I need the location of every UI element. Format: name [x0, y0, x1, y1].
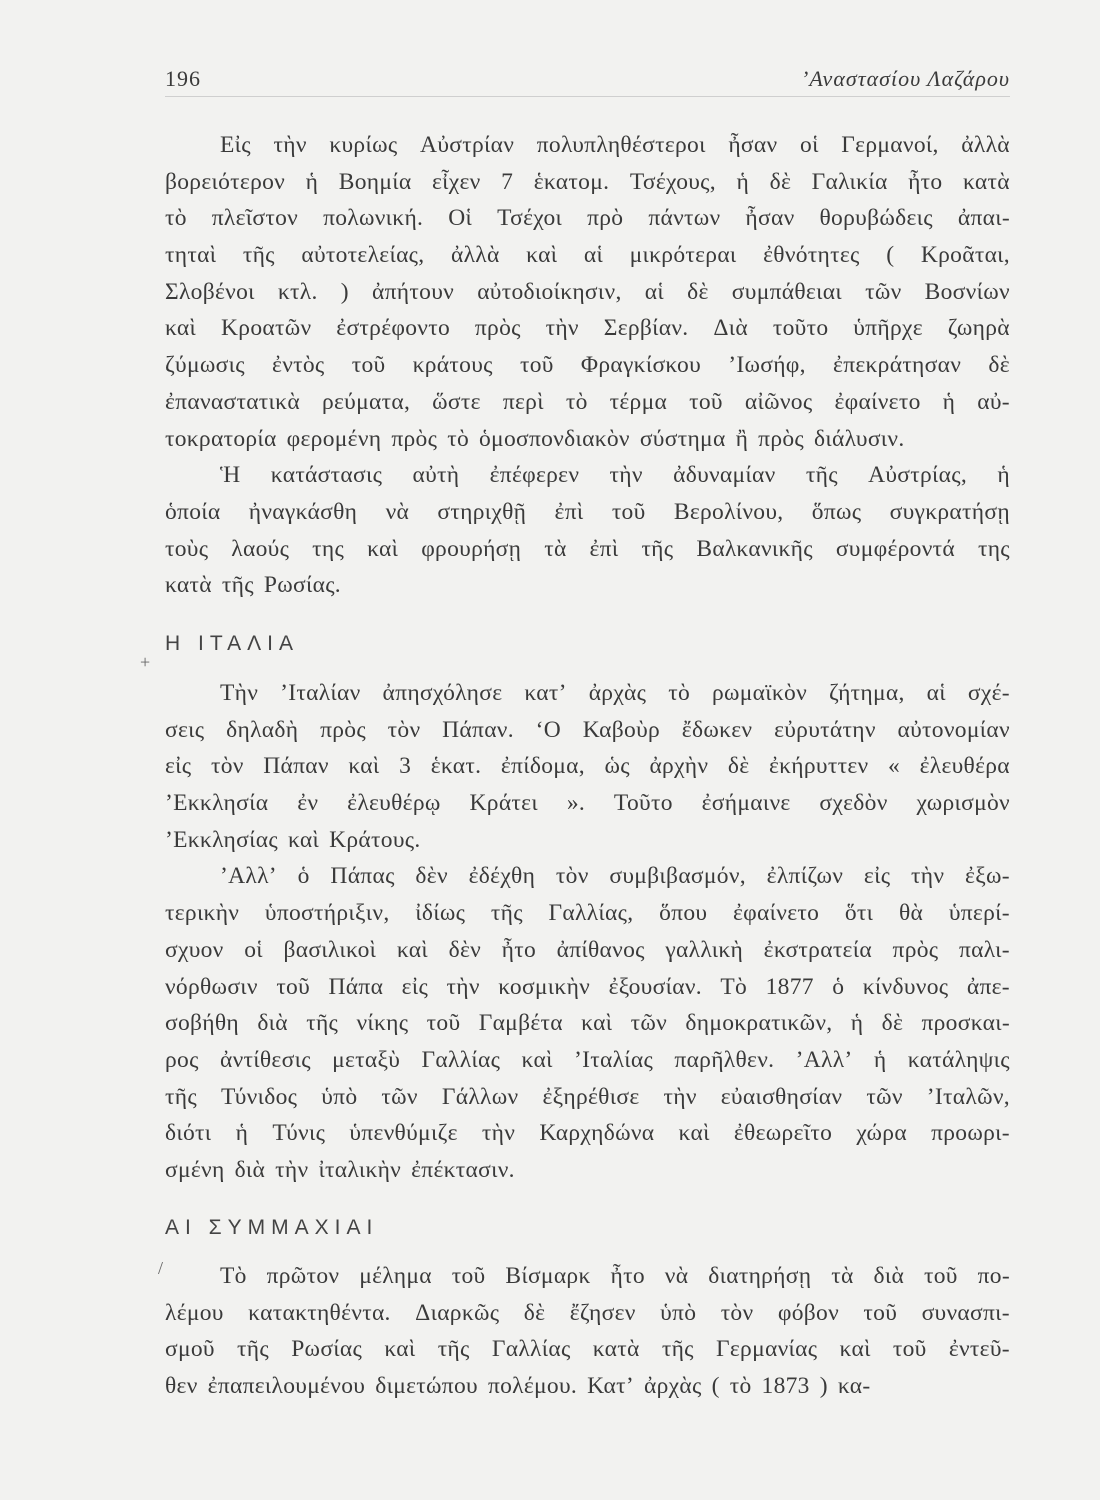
- text-line: σχυον οἱ βασιλικοὶ καὶ δὲν ἦτο ἀπίθανος γαλλικὴ ἐκστρατεία πρὸς παλι-: [165, 936, 1010, 963]
- margin-mark: +: [140, 652, 151, 672]
- paragraph: [165, 457, 1010, 604]
- text-line: ὁποία ἠναγκάσθη νὰ στηριχθῇ ἐπὶ τοῦ Βερολίνου, ὅπως συγκρατήσῃ: [165, 498, 1010, 525]
- paragraph: [165, 675, 1010, 858]
- text-line: ’Εκκλησία ἐν ἐλευθέρῳ Κράτει ». Τοῦτο ἐσήμαινε σχεδὸν χωρισμὸν: [165, 790, 1010, 817]
- running-head: [165, 62, 1010, 97]
- text-line: νόρθωσιν τοῦ Πάπα εἰς τὴν κοσμικὴν ἐξουσίαν. Τὸ 1877 ὁ κίνδυνος ἀπε-: [165, 973, 1010, 1000]
- text-line: ρος ἀντίθεσις μεταξὺ Γαλλίας καὶ ’Ιταλίας παρῆλθεν. ’Αλλ’ ἡ κατάληψις: [165, 1046, 1010, 1073]
- text-line: σοβήθη διὰ τῆς νίκης τοῦ Γαμβέτα καὶ τῶν δημοκρατικῶν, ἡ δὲ προσκαι-: [165, 1010, 1010, 1037]
- text-line: Τὴν ’Ιταλίαν ἀπησχόλησε κατ’ ἀρχὰς τὸ ρωμαϊκὸν ζήτημα, αἱ σχέ-: [220, 680, 1010, 706]
- text-line: σμοῦ τῆς Ρωσίας καὶ τῆς Γαλλίας κατὰ τῆς Γερμανίας καὶ τοῦ ἐντεῦ-: [165, 1336, 1010, 1363]
- text-line: ζύμωσις ἐντὸς τοῦ κράτους τοῦ Φραγκίσκου ’Ιωσήφ, ἐπεκράτησαν δὲ: [165, 352, 1010, 379]
- text-line: λέμου κατακτηθέντα. Διαρκῶς δὲ ἔζησεν ὑπὸ τὸν φόβον τοῦ συνασπι-: [165, 1299, 1010, 1326]
- running-head-author: ’Αναστασίου Λαζάρου: [801, 66, 1010, 91]
- text-line: καὶ Κροατῶν ἐστρέφοντο πρὸς τὴν Σερβίαν. Διὰ τοῦτο ὑπῆρχε ζωηρὰ: [165, 315, 1010, 342]
- text-line: Σλοβένοι κτλ. ) ἀπήτουν αὐτοδιοίκησιν, αἱ δὲ συμπάθειαι τῶν Βοσνίων: [165, 278, 1010, 305]
- paragraph: [165, 1258, 1010, 1405]
- austria-text-block: [165, 127, 1010, 604]
- text-line: ’Αλλ’ ὁ Πάπας δὲν ἐδέχθη τὸν συμβιβασμόν, ἐλπίζων εἰς τὴν ἐξω-: [220, 863, 1010, 890]
- paragraph: [165, 858, 1010, 1188]
- alliances-text-block: [165, 1258, 1010, 1405]
- text-line: Τὸ πρῶτον μέλημα τοῦ Βίσμαρκ ἦτο νὰ διατηρήσῃ τὰ διὰ τοῦ πο-: [220, 1263, 1010, 1289]
- text-line: τηταὶ τῆς αὐτοτελείας, ἀλλὰ καὶ αἱ μικρότεραι ἐθνότητες ( Κροᾶται,: [165, 242, 1010, 269]
- text-line: τοκρατορία φερομένη πρὸς τὸ ὁμοσπονδιακὸν σύστημα ἢ πρὸς διάλυσιν.: [165, 425, 905, 452]
- section-heading-italy: Η ΙΤΑΛΙΑ: [165, 632, 299, 655]
- text-line: ἐπαναστατικὰ ρεύματα, ὥστε περὶ τὸ τέρμα τοῦ αἰῶνος ἐφαίνετο ἡ αὐ-: [165, 388, 1010, 415]
- text-line: κατὰ τῆς Ρωσίας.: [165, 572, 341, 599]
- text-line: Ἡ κατάστασις αὐτὴ ἐπέφερεν τὴν ἀδυναμίαν τῆς Αὐστρίας, ἡ: [220, 462, 1010, 489]
- italy-text-block: [165, 675, 1010, 1189]
- text-line: σμένη διὰ τὴν ἰταλικὴν ἐπέκτασιν.: [165, 1156, 515, 1183]
- margin-mark: /: [158, 1258, 164, 1278]
- paragraph: [165, 127, 1010, 457]
- text-line: τὸ πλεῖστον πολωνική. Οἱ Τσέχοι πρὸ πάντων ἦσαν θορυβώδεις ἀπαι-: [165, 205, 1010, 232]
- page-number: 196: [165, 66, 201, 91]
- text-line: σεις δηλαδὴ πρὸς τὸν Πάπαν. ‘Ο Καβοὺρ ἔδωκεν εὐρυτάτην αὐτονομίαν: [165, 716, 1010, 743]
- text-line: τερικὴν ὑποστήριξιν, ἰδίως τῆς Γαλλίας, ὅπου ἐφαίνετο ὅτι θὰ ὑπερί-: [165, 900, 1010, 927]
- text-line: ’Εκκλησίας καὶ Κράτους.: [165, 826, 421, 853]
- text-line: διότι ἡ Τύνις ὑπενθύμιζε τὴν Καρχηδώνα καὶ ἐθεωρεῖτο χώρα προωρι-: [165, 1120, 1010, 1147]
- text-line: εἰς τὸν Πάπαν καὶ 3 ἑκατ. ἐπίδομα, ὡς ἀρχὴν δὲ ἐκήρυττεν « ἐλευθέρα: [165, 753, 1010, 780]
- text-line: τῆς Τύνιδος ὑπὸ τῶν Γάλλων ἐξηρέθισε τὴν εὐαισθησίαν τῶν ’Ιταλῶν,: [165, 1083, 1010, 1110]
- text-line: Εἰς τὴν κυρίως Αὐστρίαν πολυπληθέστεροι ἦσαν οἱ Γερμανοί, ἀλλὰ: [220, 132, 1010, 158]
- text-line: βορειότερον ἡ Βοημία εἶχεν 7 ἑκατομ. Τσέχους, ἡ δὲ Γαλικία ἦτο κατὰ: [165, 168, 1010, 195]
- text-line: τοὺς λαούς της καὶ φρουρήσῃ τὰ ἐπὶ τῆς Βαλκανικῆς συμφέροντά της: [165, 535, 1010, 562]
- text-line: θεν ἐπαπειλουμένου διμετώπου πολέμου. Κατ’ ἀρχὰς ( τὸ 1873 ) κα-: [165, 1373, 871, 1400]
- section-heading-alliances: ΑΙ ΣΥΜΜΑΧΙΑΙ: [165, 1216, 379, 1239]
